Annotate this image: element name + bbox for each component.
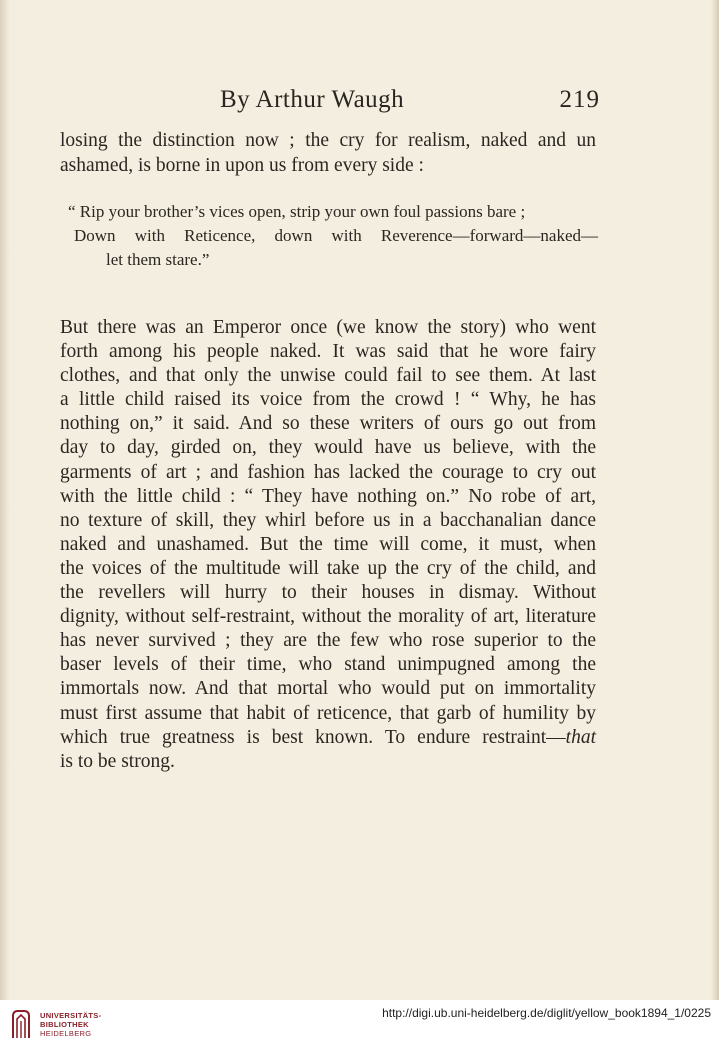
library-name: [40, 1011, 101, 1038]
quote-line: Down with Reticence, down with Reverence—forward—naked—: [74, 226, 598, 245]
library-seal-icon: [10, 1008, 32, 1040]
page-edge-left: [0, 0, 10, 1000]
library-name-line: HEIDELBERG: [40, 1029, 92, 1038]
text-line: forth among his people naked. It was said that he wore fairy: [60, 341, 596, 363]
text-line: with the little child : “ They have nothing on.” No robe of art,: [60, 485, 596, 507]
running-title: By Arthur Waugh: [220, 86, 405, 113]
text-line: But there was an Emperor once (we know the story) who went: [60, 317, 596, 338]
text-line: baser levels of their time, who stand unimpugned among the: [60, 654, 596, 676]
paragraph-1: [60, 128, 596, 178]
library-name-line: UNIVERSITÄTS-: [40, 1011, 102, 1020]
page-number: 219: [559, 86, 600, 113]
text-line: has never survived ; they are the few who rose superior to the: [60, 630, 596, 652]
text-line: is to be strong.: [60, 750, 175, 772]
quote-line: let them stare.”: [106, 250, 210, 269]
text-line: day to day, girded on, they would have us believe, with the: [60, 437, 596, 459]
text-line: which true greatness is best known. To endure restraint—: [60, 726, 566, 748]
text-line: nothing on,” it said. And so these writers of ours go out from: [60, 413, 596, 435]
quote-line: “ Rip your brother’s vices open, strip your own foul passions bare ;: [68, 202, 526, 221]
text-line: must first assume that habit of reticence, that garb of humility by: [60, 702, 596, 724]
text-line: the voices of the multitude will take up the cry of the child, and: [60, 557, 596, 579]
running-head: [60, 86, 600, 120]
paragraph-2: [60, 316, 596, 774]
verse-quote: [68, 200, 598, 272]
text-line: immortals now. And that mortal who would put on immortality: [60, 678, 596, 700]
emphasis-word: that: [565, 726, 596, 748]
text-line: dignity, without self-restraint, without the morality of art, literature: [60, 606, 596, 628]
digitization-footer: [0, 1000, 719, 1048]
text-line: no texture of skill, they whirl before us in a bacchanalian dance: [60, 509, 596, 531]
source-url-link[interactable]: http://digi.ub.uni-heidelberg.de/diglit/yellow_book1894_1/0225: [382, 1006, 711, 1020]
text-line: naked and unashamed. But the time will come, it must, when: [60, 533, 596, 555]
text-line: ashamed, is borne in upon us from every side :: [60, 155, 424, 176]
text-line: the revellers will hurry to their houses in dismay. Without: [60, 582, 596, 604]
text-line: a little child raised its voice from the crowd ! “ Why, he has: [60, 389, 596, 411]
page-edge-right: [711, 0, 719, 1000]
library-name-line: BIBLIOTHEK: [40, 1020, 89, 1029]
text-line: garments of art ; and fashion has lacked the courage to cry out: [60, 461, 596, 483]
text-line: losing the distinction now ; the cry for realism, naked and un: [60, 130, 596, 151]
text-line-with-emphasis: [60, 726, 596, 750]
text-line: clothes, and that only the unwise could fail to see them. At last: [60, 365, 596, 387]
